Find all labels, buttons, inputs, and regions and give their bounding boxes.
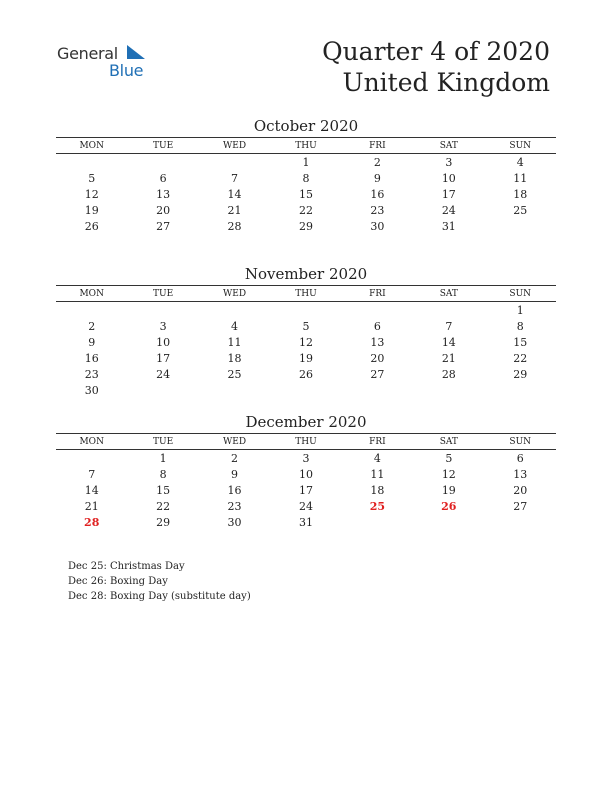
day-cell: 12 — [298, 335, 313, 349]
day-cell: 3 — [159, 319, 167, 333]
week-row — [56, 186, 556, 202]
week-row — [56, 450, 556, 466]
weekday-label: THU — [295, 288, 317, 299]
day-cell: 24 — [441, 203, 456, 217]
week-row — [56, 334, 556, 350]
day-cell: 30 — [227, 515, 242, 529]
day-cell: 1 — [159, 451, 167, 465]
day-cell: 2 — [88, 319, 96, 333]
weekday-label: SAT — [439, 140, 458, 151]
day-cell: 17 — [441, 187, 456, 201]
day-cell: 20 — [513, 483, 528, 497]
page-title — [322, 36, 550, 98]
day-cell: 4 — [231, 319, 239, 333]
day-cell: 7 — [88, 467, 96, 481]
day-cell: 29 — [298, 219, 313, 233]
month-calendar — [56, 117, 556, 234]
title-country: United Kingdom — [342, 68, 550, 97]
day-cell: 31 — [441, 219, 456, 233]
weekday-label: SAT — [439, 436, 458, 447]
day-cell: 7 — [231, 171, 239, 185]
weekday-header — [56, 285, 556, 302]
week-row — [56, 482, 556, 498]
week-row — [56, 350, 556, 366]
day-cell: 1 — [302, 155, 310, 169]
day-cell: 4 — [373, 451, 381, 465]
day-cell: 6 — [159, 171, 167, 185]
weekday-header — [56, 137, 556, 154]
day-cell: 17 — [298, 483, 313, 497]
day-cell: 10 — [441, 171, 456, 185]
week-row — [56, 154, 556, 170]
weekday-label: TUE — [153, 140, 174, 151]
day-cell: 19 — [298, 351, 313, 365]
day-cell: 9 — [88, 335, 96, 349]
day-cell: 19 — [441, 483, 456, 497]
day-cell: 22 — [156, 499, 171, 513]
weekday-header — [56, 433, 556, 450]
weekday-label: FRI — [369, 140, 386, 151]
week-row — [56, 302, 556, 318]
week-row — [56, 366, 556, 382]
day-cell: 14 — [227, 187, 242, 201]
day-cell: 11 — [227, 335, 242, 349]
day-cell: 7 — [445, 319, 453, 333]
week-row — [56, 466, 556, 482]
day-cell: 6 — [373, 319, 381, 333]
day-cell: 15 — [156, 483, 171, 497]
day-cell: 27 — [370, 367, 385, 381]
weekday-label: THU — [295, 140, 317, 151]
day-cell: 22 — [298, 203, 313, 217]
day-cell: 12 — [441, 467, 456, 481]
day-cell: 8 — [159, 467, 167, 481]
day-cell: 5 — [445, 451, 453, 465]
day-cell: 21 — [84, 499, 99, 513]
day-cell: 23 — [370, 203, 385, 217]
day-cell: 8 — [302, 171, 310, 185]
week-row — [56, 170, 556, 186]
day-cell: 13 — [370, 335, 385, 349]
day-cell: 15 — [513, 335, 528, 349]
day-cell: 23 — [227, 499, 242, 513]
day-cell: 22 — [513, 351, 528, 365]
day-cell: 16 — [227, 483, 242, 497]
day-cell: 16 — [370, 187, 385, 201]
day-cell: 6 — [516, 451, 524, 465]
weekday-label: FRI — [369, 436, 386, 447]
day-cell: 9 — [231, 467, 239, 481]
day-cell: 17 — [156, 351, 171, 365]
day-cell: 20 — [156, 203, 171, 217]
month-title: December 2020 — [245, 413, 367, 431]
day-cell: 23 — [84, 367, 99, 381]
month-calendar — [56, 265, 556, 398]
day-cell: 14 — [441, 335, 456, 349]
weekday-label: SUN — [509, 288, 532, 299]
weekday-label: SUN — [509, 436, 532, 447]
day-cell: 9 — [373, 171, 381, 185]
weekday-label: MON — [79, 436, 104, 447]
day-cell: 20 — [370, 351, 385, 365]
day-cell: 5 — [88, 171, 96, 185]
holiday-day-cell: 25 — [369, 499, 386, 513]
week-row — [56, 498, 556, 514]
day-cell: 19 — [84, 203, 99, 217]
weekday-label: MON — [79, 288, 104, 299]
day-cell: 30 — [370, 219, 385, 233]
day-cell: 3 — [302, 451, 310, 465]
day-cell: 31 — [298, 515, 313, 529]
holiday-note: Dec 28: Boxing Day (substitute day) — [68, 591, 251, 602]
weekday-label: THU — [295, 436, 317, 447]
day-cell: 24 — [298, 499, 313, 513]
logo-triangle-icon — [125, 45, 147, 61]
day-cell: 18 — [370, 483, 385, 497]
day-cell: 3 — [445, 155, 453, 169]
week-row — [56, 382, 556, 398]
day-cell: 14 — [84, 483, 99, 497]
day-cell: 24 — [156, 367, 171, 381]
day-cell: 2 — [231, 451, 239, 465]
day-cell: 2 — [373, 155, 381, 169]
holiday-day-cell: 26 — [441, 499, 457, 513]
day-cell: 28 — [227, 219, 242, 233]
day-cell: 15 — [298, 187, 313, 201]
weekday-label: WED — [223, 436, 247, 447]
day-cell: 18 — [513, 187, 528, 201]
weekday-label: TUE — [153, 288, 174, 299]
day-cell: 1 — [516, 303, 524, 317]
day-cell: 26 — [84, 219, 99, 233]
day-cell: 25 — [227, 367, 242, 381]
holiday-note: Dec 25: Christmas Day — [68, 561, 185, 572]
month-calendar — [56, 413, 556, 530]
day-cell: 11 — [370, 467, 385, 481]
weekday-label: SAT — [439, 288, 458, 299]
holiday-note: Dec 26: Boxing Day — [68, 576, 168, 587]
day-cell: 27 — [156, 219, 171, 233]
day-cell: 21 — [227, 203, 242, 217]
week-row — [56, 218, 556, 234]
day-cell: 10 — [298, 467, 313, 481]
weekday-label: TUE — [153, 436, 174, 447]
day-cell: 21 — [441, 351, 456, 365]
day-cell: 18 — [227, 351, 242, 365]
weekday-label: FRI — [369, 288, 386, 299]
title-quarter: Quarter 4 of 2020 — [322, 37, 550, 66]
day-cell: 30 — [84, 383, 99, 397]
day-cell: 16 — [84, 351, 99, 365]
day-cell: 25 — [513, 203, 528, 217]
day-cell: 26 — [298, 367, 313, 381]
week-row — [56, 318, 556, 334]
logo — [57, 42, 157, 82]
day-cell: 11 — [513, 171, 528, 185]
day-cell: 27 — [513, 499, 528, 513]
week-row — [56, 514, 556, 530]
holiday-day-cell: 28 — [84, 515, 100, 529]
day-cell: 13 — [156, 187, 171, 201]
weekday-label: MON — [79, 140, 104, 151]
holiday-notes — [68, 559, 251, 604]
weekday-label: WED — [223, 288, 247, 299]
month-title: October 2020 — [253, 117, 359, 135]
day-cell: 28 — [441, 367, 456, 381]
day-cell: 4 — [516, 155, 524, 169]
day-cell: 29 — [156, 515, 171, 529]
month-title: November 2020 — [244, 265, 368, 283]
day-cell: 12 — [84, 187, 99, 201]
logo-general-text: General — [57, 44, 118, 63]
day-cell: 10 — [156, 335, 171, 349]
weekday-label: SUN — [509, 140, 532, 151]
day-cell: 29 — [513, 367, 528, 381]
day-cell: 8 — [516, 319, 524, 333]
day-cell: 13 — [513, 467, 528, 481]
weekday-label: WED — [223, 140, 247, 151]
day-cell: 5 — [302, 319, 310, 333]
week-row — [56, 202, 556, 218]
logo-blue-text: Blue — [109, 61, 144, 80]
